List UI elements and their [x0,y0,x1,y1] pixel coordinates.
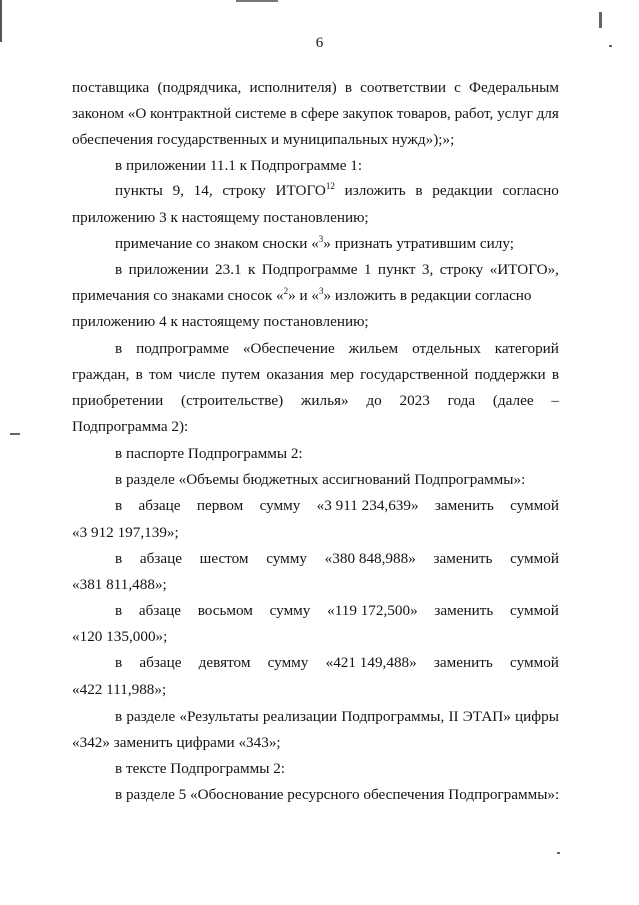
word: том [148,366,173,383]
word: поставщика [72,79,150,96]
text-run: » и « [288,287,320,304]
paragraph-line [115,181,559,201]
word: строку [439,261,484,278]
word: в [115,708,123,725]
word: абзаце [138,497,181,514]
word [276,181,335,201]
word: суммой [510,497,559,514]
word: в [344,79,352,96]
word: приобретении [72,392,164,409]
amount-old: «380 848,988» [324,550,416,567]
word: граждан, [72,366,130,383]
word: числе [178,366,216,383]
itogo-text: ИТОГО [275,182,326,199]
word: в [290,105,298,122]
amount-new: «120 135,000»; [72,628,168,645]
word: подпрограмме [136,340,229,357]
amount-new: «422 111,988»; [72,681,167,698]
text-run: примечания со знаками сносок « [72,287,284,304]
word: оказания [266,366,324,383]
word: реализации [262,708,338,725]
paragraph-line [72,286,532,306]
text-run: примечание со знаком сноски « [115,235,319,252]
page-number: 6 [315,35,324,51]
word: 14, [193,182,213,199]
word: «ИТОГО», [489,261,559,278]
amount-old: «3 911 234,639» [316,497,419,514]
paragraph-line [72,78,559,98]
word: в [115,602,123,619]
paragraph-line [115,339,559,359]
word: абзаце [139,654,182,671]
word: соответствии [360,79,446,96]
paragraph-line: в приложении 11.1 к Подпрограмме 1: [115,157,363,174]
word: Федеральным [469,79,559,96]
word: в [115,261,123,278]
word: 1 [363,261,372,278]
word: исполнителя) [249,79,337,96]
paragraph-line [115,234,514,254]
word: «О [127,105,147,122]
footnote-mark: 3 [318,233,324,244]
word: в [115,497,123,514]
word: 9, [172,182,184,199]
paragraph-line: приложению 4 к настоящему постановлению; [72,313,369,330]
word: для [536,105,559,122]
word: жильем [348,340,399,357]
footnote-mark: 12 [325,180,335,191]
word: абзаце [138,602,181,619]
word: пункты [115,182,163,199]
word: сумму [266,550,307,567]
paragraph-line [72,104,559,124]
word: изложить [344,182,406,199]
word: жилья» [300,392,349,409]
word: года [447,392,476,409]
word: «Обеспечение [242,340,335,357]
text-run: » признать утратившим силу; [323,235,514,252]
paragraph-line [72,365,559,385]
word: сумму [259,497,301,514]
paragraph-line [115,707,559,727]
word: II [448,708,459,725]
word: 3, [421,261,434,278]
paragraph-line: в разделе «Объемы бюджетных ассигнований Подпрограммы»: [115,471,526,488]
word: поддержки [474,366,546,383]
word: Подпрограмме [261,261,358,278]
word: в [115,654,123,671]
word: согласно [502,182,559,199]
word: суммой [510,602,559,619]
word: пункт [377,261,416,278]
word: – [551,392,559,409]
text-run: » изложить в редакции согласно [323,287,532,304]
word: заменить [434,602,494,619]
word: заменить [433,654,493,671]
word: редакции [432,182,493,199]
scan-speck [557,852,560,854]
paragraph-line [72,391,559,411]
paragraph-line [115,496,559,516]
word: контрактной [150,105,232,122]
word: девятом [198,654,251,671]
word: к [247,261,256,278]
word: приложении [128,261,209,278]
word: в [551,366,559,383]
paragraph-line: в разделе 5 «Обоснование ресурсного обеспечения Подпрограммы»: [115,786,560,803]
footnote-mark: 2 [283,285,289,296]
paragraph-line [115,549,559,569]
word: сфере [300,105,339,122]
paragraph-line: в паспорте Подпрограммы 2: [115,445,303,462]
word: суммой [510,550,559,567]
word: системе [234,105,287,122]
word: до [366,392,382,409]
word: заменить [434,497,494,514]
paragraph-line: приложению 3 к настоящему постановлению; [72,209,369,226]
word: работ, [454,105,494,122]
word: путем [221,366,261,383]
word: мер [330,366,354,383]
word: услуг [497,105,533,122]
word: первом [196,497,244,514]
paragraph-line [115,260,559,280]
word: категорий [494,340,559,357]
paragraph-line [115,601,559,621]
word: 23.1 [215,261,242,278]
word: заменить [433,550,493,567]
word: закупок [342,105,394,122]
amount-new: «381 811,488»; [72,576,167,593]
word: государственной [360,366,469,383]
scan-speck [10,433,20,435]
paragraph-line [115,653,559,673]
amount-new: «3 912 197,139»; [72,524,179,541]
word: «Результаты [179,708,259,725]
word: в [115,550,123,567]
word: сумму [267,654,309,671]
word: Подпрограммы, [341,708,445,725]
word: абзаце [139,550,182,567]
word: товаров, [396,105,451,122]
word: (далее [492,392,534,409]
word: разделе [126,708,176,725]
word: строку [222,182,266,199]
word: шестом [199,550,249,567]
word: с [454,79,461,96]
paragraph-line: в тексте Подпрограммы 2: [115,760,286,777]
word: (подрядчика, [157,79,242,96]
word: (строительстве) [181,392,284,409]
amount-old: «421 149,488» [325,654,417,671]
paragraph-line: Подпрограмма 2): [72,418,189,435]
amount-old: «119 172,500» [327,602,418,619]
word: в [115,340,123,357]
paragraph-line: «342» заменить цифрами «343»; [72,734,281,751]
word: в [135,366,143,383]
word: восьмом [197,602,253,619]
footnote-mark: 3 [319,285,324,296]
word: ЭТАП» [462,708,511,725]
word: 2023 [399,392,430,409]
word: отдельных [412,340,481,357]
word: сумму [269,602,311,619]
word: цифры [515,708,559,725]
word: в [415,182,423,199]
paragraph-line: обеспечения государственных и муниципальных нужд»);»; [72,131,455,148]
scan-mark-right [599,12,602,28]
scan-edge-top [236,0,278,2]
word: законом [72,105,124,122]
word: суммой [510,654,559,671]
